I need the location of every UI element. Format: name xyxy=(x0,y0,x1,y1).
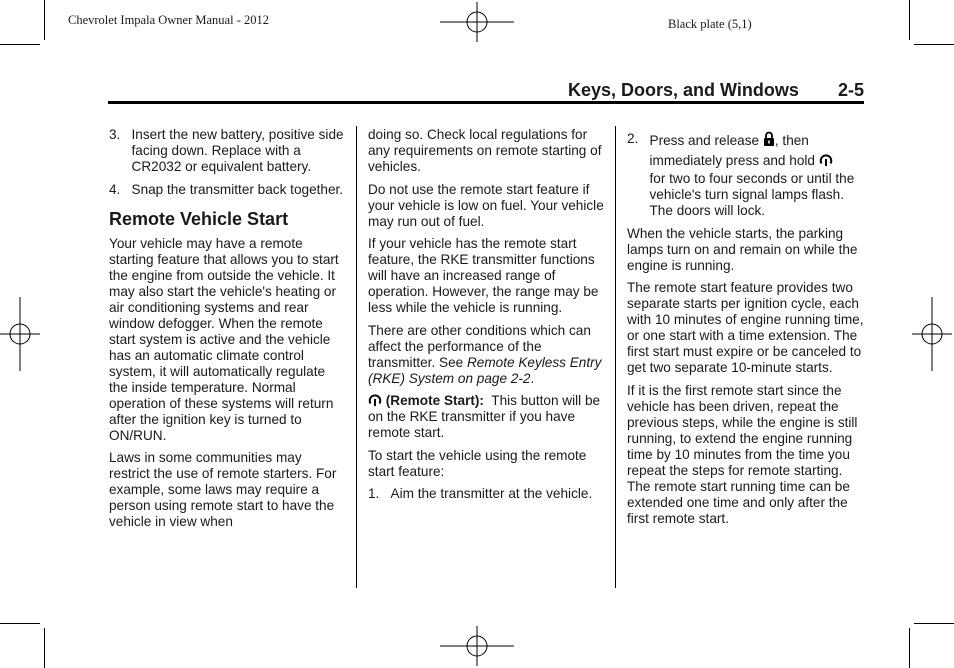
crop-mark xyxy=(909,628,910,668)
paragraph: The remote start feature provides two separate starts per ignition cycle, each with 10 minutes of engine running time, or one start with a time extension. The first start must expire or be canceled to get two separate 10-minute starts. xyxy=(627,280,864,375)
paragraph: To start the vehicle using the remote start feature: xyxy=(368,447,587,479)
section-title: Keys, Doors, and Windows xyxy=(568,80,799,100)
crop-mark xyxy=(44,628,45,668)
remote-start-icon xyxy=(368,393,382,407)
paragraph: When the vehicle starts, the parking lamps turn on and remain on while the engine is running. xyxy=(627,225,858,273)
page-number: 2-5 xyxy=(838,80,865,100)
list-number: 3. xyxy=(109,127,121,142)
list-text-part: immediately press and hold xyxy=(649,153,815,168)
crop-mark xyxy=(44,0,45,40)
paragraph-text: . xyxy=(530,370,535,386)
list-text: Aim the transmitter at the vehicle. xyxy=(390,486,593,501)
paragraph-text: This button will be on the RKE transmitter if you have remote start. xyxy=(368,393,601,440)
column-divider xyxy=(615,126,616,588)
crop-mark xyxy=(914,44,954,45)
column-1 xyxy=(109,127,346,537)
paragraph: doing so. Check local regulations for any requirements on remote starting of vehicles. xyxy=(368,127,602,174)
column-divider xyxy=(356,126,357,588)
crop-mark xyxy=(909,0,910,40)
list-text-part: , then xyxy=(774,133,809,148)
list-number: 2. xyxy=(627,131,639,146)
manual-title: Chevrolet Impala Owner Manual - 2012 xyxy=(68,13,269,27)
column-3 xyxy=(627,131,864,533)
list-text: Snap the transmitter back together. xyxy=(131,181,344,197)
list-item xyxy=(368,486,606,502)
lock-icon xyxy=(763,131,775,147)
registration-mark-right xyxy=(912,297,952,371)
list-number: 1. xyxy=(368,486,380,501)
registration-mark-top xyxy=(440,2,514,42)
list-text-part: Press and release xyxy=(649,133,760,148)
paragraph-text: There are other conditions which can affect the performance of the transmitter. See xyxy=(368,322,591,370)
paragraph xyxy=(368,323,606,387)
remote-start-icon xyxy=(819,153,833,167)
crop-mark xyxy=(914,623,954,624)
crop-mark xyxy=(0,44,40,45)
registration-mark-left xyxy=(0,297,40,371)
list-text: Insert the new battery, positive side facing down. Replace with a CR2032 or equivalent battery. xyxy=(131,127,344,174)
paragraph: If it is the first remote start since the vehicle has been driven, repeat the previous steps, while the engine is still running, to extend the engine running time by 10 minutes from the time you repeat the steps for remote starting. The remote start running time can be extended one time and only after the first remote start. xyxy=(627,382,858,526)
header-rule xyxy=(108,101,864,104)
list-text-part: for two to four seconds or until the vehicle's turn signal lamps flash. The doors will lock. xyxy=(649,171,855,218)
plate-label: Black plate (5,1) xyxy=(668,17,752,31)
list-item xyxy=(109,182,346,198)
paragraph xyxy=(368,393,606,441)
paragraph: Laws in some communities may restrict the use of remote starters. For example, some laws may require a person using remote start to have the vehicle in view when xyxy=(109,450,337,529)
list-item xyxy=(109,127,346,175)
cross-reference-link[interactable]: Remote Keyless Entry (RKE) System on page 2-2 xyxy=(368,354,602,386)
paragraph: Your vehicle may have a remote starting feature that allows you to start the engine from outside the vehicle. It may also start the vehicle's heating or air conditioning systems and rear window defogger. When the remote start system is active and the vehicle has an automatic climate control system, it will automatically regulate the inside temperature. Normal operation of these systems will return after the ignition key is turned to ON/RUN. xyxy=(109,235,339,443)
list-item xyxy=(627,131,864,219)
list-number: 4. xyxy=(109,181,121,197)
crop-mark xyxy=(0,623,40,624)
remote-start-label: (Remote Start): xyxy=(385,393,484,408)
list-text xyxy=(650,131,865,219)
paragraph: Do not use the remote start feature if your vehicle is low on fuel. Your vehicle may run out of fuel. xyxy=(368,181,604,229)
registration-mark-bottom xyxy=(440,626,514,666)
section-heading: Remote Vehicle Start xyxy=(109,208,289,229)
paragraph: If your vehicle has the remote start feature, the RKE transmitter functions will have an increased range of operation. However, the range may be less while the vehicle is running. xyxy=(368,236,599,315)
column-2 xyxy=(368,127,606,509)
